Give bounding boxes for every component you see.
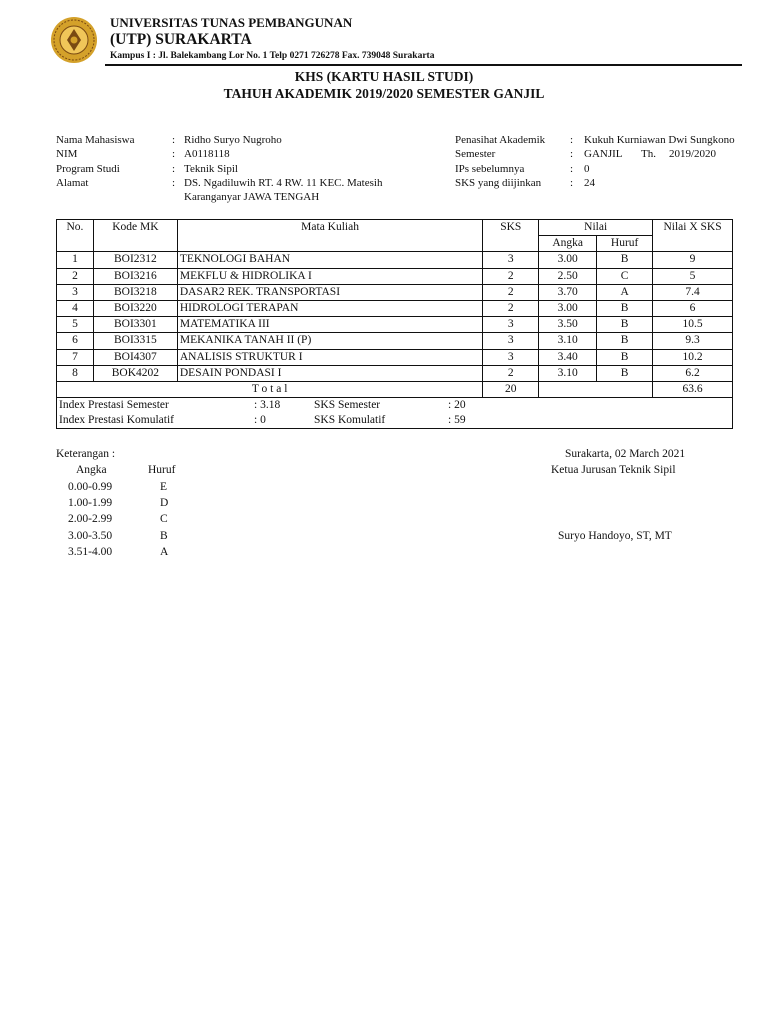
colon: :: [172, 148, 176, 160]
cell-kode: BOI3216: [93, 268, 177, 284]
cell-angka: 3.70: [539, 284, 597, 300]
cell-kode: BOK4202: [93, 365, 177, 381]
table-row: [57, 284, 733, 300]
semester-value: GANJIL: [584, 148, 623, 160]
cell-no: 5: [57, 317, 94, 333]
advisor-name: Kukuh Kurniawan Dwi Sungkono: [584, 134, 735, 146]
student-program: Teknik Sipil: [184, 163, 238, 175]
legend-title: Keterangan :: [56, 448, 116, 460]
ips-value: : 3.18: [254, 399, 281, 412]
colon: :: [172, 177, 176, 189]
cell-nxs: 9: [653, 252, 733, 268]
cell-nxs: 10.2: [653, 349, 733, 365]
colon: :: [172, 163, 176, 175]
legend-range: 3.00-3.50: [68, 530, 113, 542]
cell-kode: BOI3218: [93, 284, 177, 300]
colon: :: [570, 148, 574, 160]
signature-position: Ketua Jurusan Teknik Sipil: [551, 464, 676, 476]
cell-angka: 3.00: [539, 300, 597, 316]
header-kode-mk: Kode MK: [93, 220, 177, 252]
university-address: Kampus I : Jl. Balekambang Lor No. 1 Telp 0271 726278 Fax. 739048 Surakarta: [110, 51, 435, 61]
grades-table: [56, 219, 733, 429]
university-short-name: (UTP) SURAKARTA: [110, 31, 252, 48]
cell-no: 2: [57, 268, 94, 284]
cell-sks: 2: [483, 268, 539, 284]
header-angka: Angka: [539, 236, 597, 252]
th-label: Th.: [641, 148, 656, 160]
cell-angka: 3.10: [539, 365, 597, 381]
table-header-row: [57, 220, 733, 236]
sks-allowed-value: 24: [584, 177, 595, 189]
colon: :: [172, 134, 176, 146]
cell-huruf: C: [597, 268, 653, 284]
ips-prev-label: IPs sebelumnya: [455, 163, 525, 175]
cell-angka: 2.50: [539, 268, 597, 284]
cell-huruf: B: [597, 349, 653, 365]
header-mata-kuliah: Mata Kuliah: [177, 220, 482, 252]
cell-no: 6: [57, 333, 94, 349]
student-nim: A0118118: [184, 148, 230, 160]
cell-huruf: B: [597, 333, 653, 349]
cell-mata: HIDROLOGI TERAPAN: [177, 300, 482, 316]
university-logo-icon: [50, 16, 98, 64]
address-label: Alamat: [56, 177, 89, 189]
colon: :: [570, 177, 574, 189]
cell-no: 1: [57, 252, 94, 268]
cell-huruf: B: [597, 300, 653, 316]
cell-angka: 3.50: [539, 317, 597, 333]
ipk-label: Index Prestasi Komulatif: [59, 414, 174, 427]
cell-sks: 3: [483, 252, 539, 268]
cell-mata: DESAIN PONDASI I: [177, 365, 482, 381]
cell-kode: BOI3301: [93, 317, 177, 333]
cell-sks: 3: [483, 317, 539, 333]
cell-huruf: B: [597, 365, 653, 381]
legend-grade: B: [160, 530, 168, 542]
cell-angka: 3.00: [539, 252, 597, 268]
sks-komulatif-value: : 59: [448, 414, 466, 427]
cell-nxs: 9.3: [653, 333, 733, 349]
legend-range: 1.00-1.99: [68, 497, 113, 509]
legend-grade: D: [160, 497, 169, 509]
legend-range: 0.00-0.99: [68, 481, 113, 493]
header-nilai: Nilai: [539, 220, 653, 236]
cell-sks: 3: [483, 333, 539, 349]
table-row: [57, 333, 733, 349]
total-empty: [539, 381, 653, 397]
cell-nxs: 10.5: [653, 317, 733, 333]
table-row: [57, 317, 733, 333]
cell-no: 8: [57, 365, 94, 381]
header-nilai-x-sks: Nilai X SKS: [653, 220, 733, 252]
document-subtitle: TAHUH AKADEMIK 2019/2020 SEMESTER GANJIL: [223, 86, 545, 101]
program-label: Program Studi: [56, 163, 120, 175]
cell-mata: ANALISIS STRUKTUR I: [177, 349, 482, 365]
cell-nxs: 6: [653, 300, 733, 316]
cell-mata: MATEMATIKA III: [177, 317, 482, 333]
nim-label: NIM: [56, 148, 78, 160]
student-address-line1: DS. Ngadiluwih RT. 4 RW. 11 KEC. Matesih: [184, 177, 383, 189]
cell-angka: 3.10: [539, 333, 597, 349]
sks-semester-label: SKS Semester: [314, 399, 381, 412]
cell-sks: 2: [483, 284, 539, 300]
name-label: Nama Mahasiswa: [56, 134, 135, 146]
colon: :: [570, 134, 574, 146]
ips-prev-value: 0: [584, 163, 590, 175]
table-row: [57, 252, 733, 268]
total-sks: 20: [483, 381, 539, 397]
total-nxs: 63.6: [653, 381, 733, 397]
ipk-cell: [57, 413, 733, 429]
cell-nxs: 6.2: [653, 365, 733, 381]
table-row: [57, 349, 733, 365]
legend-col-huruf: Huruf: [148, 464, 176, 476]
academic-year: 2019/2020: [669, 148, 717, 160]
cell-angka: 3.40: [539, 349, 597, 365]
table-row: [57, 365, 733, 381]
cell-sks: 3: [483, 349, 539, 365]
cell-nxs: 5: [653, 268, 733, 284]
cell-mata: MEKFLU & HIDROLIKA I: [177, 268, 482, 284]
ipk-row: [57, 413, 733, 429]
header-sks: SKS: [483, 220, 539, 252]
sks-komulatif-label: SKS Komulatif: [314, 414, 386, 427]
cell-mata: TEKNOLOGI BAHAN: [177, 252, 482, 268]
ipk-value: : 0: [254, 414, 266, 427]
legend-grade: E: [160, 481, 168, 493]
legend-range: 3.51-4.00: [68, 546, 113, 558]
semester-label: Semester: [455, 148, 496, 160]
student-address-line2: Karanganyar JAWA TENGAH: [184, 191, 320, 203]
colon: :: [570, 163, 574, 175]
ips-row: [57, 398, 733, 414]
advisor-label: Penasihat Akademik: [455, 134, 546, 146]
cell-nxs: 7.4: [653, 284, 733, 300]
table-row: [57, 268, 733, 284]
ips-label: Index Prestasi Semester: [59, 399, 169, 412]
signature-place-date: Surakarta, 02 March 2021: [565, 448, 686, 460]
cell-kode: BOI3220: [93, 300, 177, 316]
header-huruf: Huruf: [597, 236, 653, 252]
cell-kode: BOI3315: [93, 333, 177, 349]
sks-allowed-label: SKS yang diijinkan: [455, 177, 542, 189]
cell-no: 3: [57, 284, 94, 300]
legend-grade: A: [160, 546, 169, 558]
cell-mata: MEKANIKA TANAH II (P): [177, 333, 482, 349]
cell-huruf: B: [597, 317, 653, 333]
sks-semester-value: : 20: [448, 399, 466, 412]
cell-no: 7: [57, 349, 94, 365]
cell-huruf: B: [597, 252, 653, 268]
cell-mata: DASAR2 REK. TRANSPORTASI: [177, 284, 482, 300]
student-name: Ridho Suryo Nugroho: [184, 134, 282, 146]
cell-sks: 2: [483, 365, 539, 381]
total-row: [57, 381, 733, 397]
cell-no: 4: [57, 300, 94, 316]
cell-sks: 2: [483, 300, 539, 316]
ips-cell: [57, 398, 733, 414]
university-name: UNIVERSITAS TUNAS PEMBANGUNAN: [110, 15, 353, 30]
total-label: T o t a l: [57, 381, 483, 397]
cell-kode: BOI2312: [93, 252, 177, 268]
signature-name: Suryo Handoyo, ST, MT: [558, 530, 672, 542]
table-row: [57, 300, 733, 316]
cell-huruf: A: [597, 284, 653, 300]
legend-grade: C: [160, 513, 168, 525]
header-no: No.: [57, 220, 94, 252]
cell-kode: BOI4307: [93, 349, 177, 365]
legend-col-angka: Angka: [76, 464, 107, 476]
legend-range: 2.00-2.99: [68, 513, 113, 525]
document-title: KHS (KARTU HASIL STUDI): [294, 69, 474, 84]
header-divider: [105, 64, 742, 66]
